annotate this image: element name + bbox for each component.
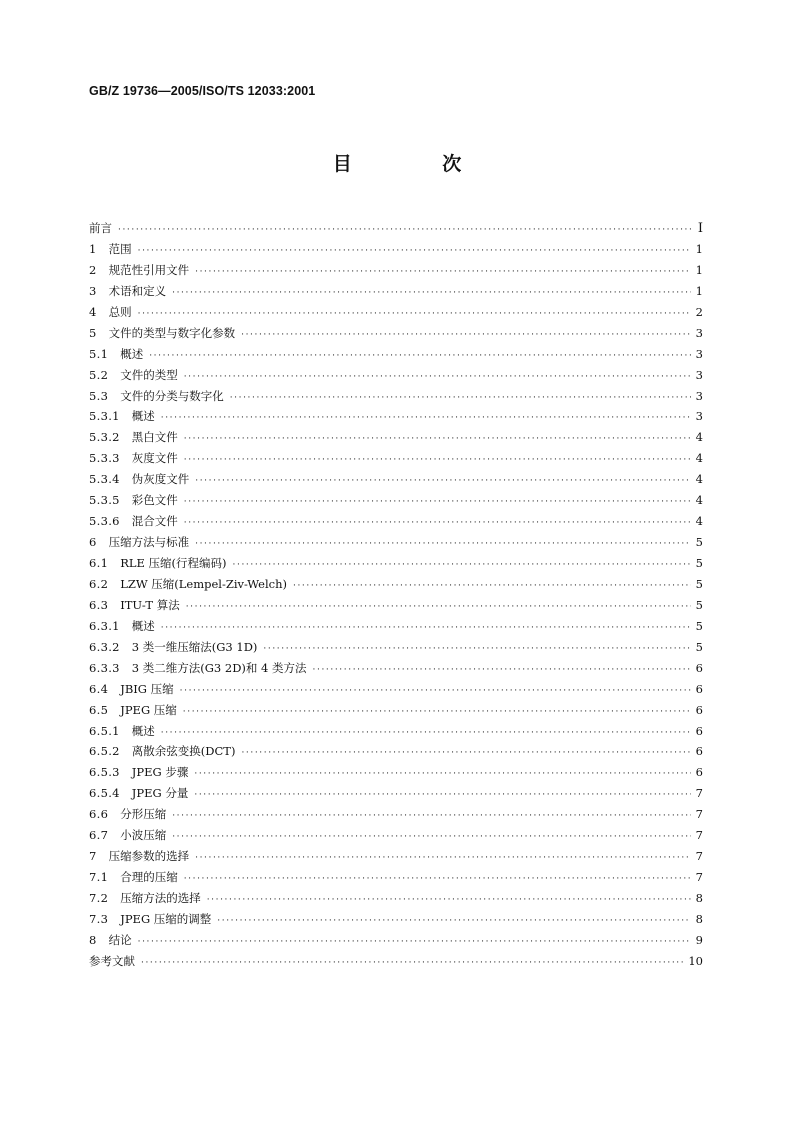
toc-entry-page-number: 5 bbox=[695, 556, 703, 570]
toc-entry-number: 8 bbox=[89, 932, 97, 947]
toc-entry-label: 范围 bbox=[108, 241, 132, 256]
toc-entry-number: 1 bbox=[89, 241, 97, 256]
toc-entry-label: 黑白文件 bbox=[131, 430, 178, 445]
toc-entry-label: 3 类一维压缩法(G3 1D) bbox=[131, 639, 258, 654]
toc-dot-leader bbox=[184, 429, 691, 449]
toc-entry-page-number: 6 bbox=[695, 702, 703, 717]
toc-entry-number: 6.5.3 bbox=[89, 765, 120, 780]
toc-dot-leader bbox=[184, 869, 691, 889]
toc-dot-leader bbox=[293, 576, 691, 596]
toc-entry-number: 6.3.1 bbox=[89, 618, 120, 633]
toc-entry-number: 6 bbox=[89, 535, 97, 550]
toc-entry[interactable] bbox=[89, 469, 703, 490]
toc-entry[interactable] bbox=[89, 323, 703, 344]
toc-entry-page-number: 7 bbox=[695, 849, 703, 864]
toc-dot-leader bbox=[118, 220, 691, 240]
toc-entry-page-number: 5 bbox=[695, 535, 703, 550]
toc-entry-page-number: 9 bbox=[695, 932, 703, 947]
toc-dot-leader bbox=[172, 283, 691, 303]
toc-dot-leader bbox=[207, 890, 691, 910]
toc-entry-label: JBIG 压缩 bbox=[120, 681, 174, 696]
toc-entry-page-number: 1 bbox=[695, 283, 703, 298]
toc-entry-label: 文件的类型与数字化参数 bbox=[108, 325, 236, 340]
toc-entry-number: 5.3.3 bbox=[89, 451, 120, 466]
toc-entry-number: 4 bbox=[89, 304, 97, 319]
toc-entry-label: JPEG 步骤 bbox=[131, 765, 189, 780]
toc-dot-leader bbox=[172, 827, 691, 847]
toc-entry[interactable] bbox=[89, 930, 703, 951]
toc-entry-label: JPEG 分量 bbox=[131, 786, 189, 801]
toc-entry[interactable] bbox=[89, 532, 703, 553]
toc-dot-leader bbox=[184, 492, 691, 512]
toc-entry-number: 6.2 bbox=[89, 576, 109, 591]
toc-entry[interactable] bbox=[89, 951, 703, 972]
toc-entry[interactable] bbox=[89, 344, 703, 365]
toc-dot-leader bbox=[138, 304, 691, 324]
toc-entry-number: 7.1 bbox=[89, 870, 109, 885]
toc-dot-leader bbox=[149, 346, 691, 366]
toc-entry-label: 结论 bbox=[108, 932, 132, 947]
toc-entry-number: 6.5.2 bbox=[89, 744, 120, 759]
toc-entry[interactable] bbox=[89, 239, 703, 260]
toc-entry-page-number: 4 bbox=[695, 493, 703, 508]
toc-entry[interactable] bbox=[89, 783, 703, 804]
toc-entry[interactable] bbox=[89, 365, 703, 386]
toc-entry-page-number: 6 bbox=[695, 660, 703, 675]
toc-entry[interactable] bbox=[89, 490, 703, 511]
toc-entry[interactable] bbox=[89, 658, 703, 679]
toc-entry-page-number: 3 bbox=[695, 367, 703, 382]
toc-entry[interactable] bbox=[89, 595, 703, 616]
toc-dot-leader bbox=[313, 660, 691, 680]
toc-entry[interactable] bbox=[89, 637, 703, 658]
toc-entry[interactable] bbox=[89, 427, 703, 448]
toc-entry-page-number: 7 bbox=[695, 807, 703, 822]
toc-entry-label: 压缩方法的选择 bbox=[120, 891, 201, 905]
toc-entry[interactable] bbox=[89, 804, 703, 825]
toc-entry-number: 5.3.6 bbox=[89, 514, 120, 529]
toc-dot-leader bbox=[195, 262, 691, 282]
toc-dot-leader bbox=[138, 932, 691, 952]
toc-entry-label: 灰度文件 bbox=[131, 451, 178, 466]
toc-entry-page-number: 7 bbox=[695, 870, 703, 885]
toc-dot-leader bbox=[230, 388, 691, 408]
toc-entry-page-number: 1 bbox=[695, 241, 703, 256]
toc-entry[interactable] bbox=[89, 909, 703, 930]
toc-entry-label: ITU-T 算法 bbox=[120, 597, 180, 612]
toc-entry-label: RLE 压缩(行程编码) bbox=[120, 556, 227, 570]
toc-entry-number: 5.3.5 bbox=[89, 493, 120, 508]
toc-entry-page-number: 4 bbox=[695, 451, 703, 466]
toc-entry[interactable] bbox=[89, 867, 703, 888]
toc-entry-number: 5.3 bbox=[89, 388, 109, 403]
toc-entry-number: 7 bbox=[89, 849, 97, 864]
toc-entry[interactable] bbox=[89, 679, 703, 700]
toc-entry-label: 术语和定义 bbox=[108, 283, 167, 298]
toc-dot-leader bbox=[263, 639, 691, 659]
toc-entry-number: 7.2 bbox=[89, 891, 109, 905]
toc-entry[interactable] bbox=[89, 386, 703, 407]
toc-entry[interactable] bbox=[89, 762, 703, 783]
toc-entry[interactable] bbox=[89, 511, 703, 532]
toc-dot-leader bbox=[161, 618, 691, 638]
toc-entry-number: 6.5.1 bbox=[89, 723, 120, 738]
toc-dot-leader bbox=[138, 241, 691, 261]
toc-entry-page-number: 7 bbox=[695, 828, 703, 843]
toc-entry-page-number: 5 bbox=[695, 639, 703, 654]
toc-entry-label: 彩色文件 bbox=[131, 493, 178, 508]
toc-entry-label: 概述 bbox=[131, 723, 155, 738]
toc-entry-page-number: 4 bbox=[695, 472, 703, 487]
toc-dot-leader bbox=[186, 597, 691, 617]
toc-entry-label: 总则 bbox=[108, 304, 132, 319]
toc-dot-leader bbox=[161, 408, 691, 428]
toc-entry-label: 伪灰度文件 bbox=[131, 472, 190, 487]
toc-entry-page-number: 5 bbox=[695, 618, 703, 633]
toc-entry[interactable] bbox=[89, 700, 703, 721]
toc-dot-leader bbox=[217, 911, 691, 931]
toc-entry-label: 概述 bbox=[131, 618, 155, 633]
toc-entry-page-number: 2 bbox=[695, 304, 703, 319]
toc-entry-page-number: 1 bbox=[695, 262, 703, 277]
toc-entry[interactable] bbox=[89, 721, 703, 742]
toc-entry[interactable] bbox=[89, 260, 703, 281]
toc-entry-number: 6.4 bbox=[89, 681, 109, 696]
toc-entry-number: 6.5 bbox=[89, 702, 109, 717]
table-of-contents bbox=[89, 218, 703, 972]
toc-dot-leader bbox=[172, 806, 691, 826]
toc-entry-number: 6.3 bbox=[89, 597, 109, 612]
toc-entry-label: 参考文献 bbox=[89, 953, 135, 968]
toc-entry-label: 概述 bbox=[131, 409, 155, 424]
toc-entry-number: 6.5.4 bbox=[89, 786, 120, 801]
toc-title: 目 次 bbox=[332, 153, 504, 175]
toc-entry-label: 压缩参数的选择 bbox=[108, 849, 190, 864]
toc-entry-label: 分形压缩 bbox=[120, 807, 167, 822]
toc-entry-label: 3 类二维方法(G3 2D)和 4 类方法 bbox=[131, 660, 307, 675]
toc-entry-label: 混合文件 bbox=[131, 514, 178, 529]
toc-dot-leader bbox=[241, 325, 691, 345]
toc-entry-number: 6.6 bbox=[89, 807, 109, 822]
toc-entry-page-number: 3 bbox=[695, 388, 703, 403]
toc-entry[interactable] bbox=[89, 574, 703, 595]
toc-entry[interactable] bbox=[89, 448, 703, 469]
toc-dot-leader bbox=[194, 764, 691, 784]
toc-entry[interactable] bbox=[89, 281, 703, 302]
toc-entry-number: 6.3.3 bbox=[89, 660, 120, 675]
toc-entry-page-number: I bbox=[697, 221, 703, 236]
toc-entry-label: JPEG 压缩的调整 bbox=[120, 911, 212, 926]
toc-entry[interactable] bbox=[89, 218, 703, 239]
toc-entry-number: 3 bbox=[89, 283, 97, 298]
toc-entry-page-number: 6 bbox=[695, 765, 703, 780]
toc-entry[interactable] bbox=[89, 888, 703, 909]
toc-entry-number: 2 bbox=[89, 262, 97, 277]
toc-entry-number: 5.2 bbox=[89, 367, 109, 382]
toc-entry-page-number: 3 bbox=[695, 346, 703, 361]
toc-dot-leader bbox=[141, 953, 684, 973]
toc-entry-label: 小波压缩 bbox=[120, 828, 167, 843]
toc-entry-number: 6.3.2 bbox=[89, 639, 120, 654]
toc-dot-leader bbox=[180, 681, 691, 701]
toc-entry-page-number: 4 bbox=[695, 430, 703, 445]
toc-dot-leader bbox=[241, 743, 691, 763]
toc-entry[interactable] bbox=[89, 825, 703, 846]
toc-dot-leader bbox=[195, 848, 691, 868]
toc-entry-number: 5.3.1 bbox=[89, 409, 120, 424]
toc-dot-leader bbox=[194, 785, 691, 805]
toc-entry-number: 5.3.4 bbox=[89, 472, 120, 487]
toc-entry-page-number: 5 bbox=[695, 576, 703, 591]
toc-entry-label: 文件的类型 bbox=[120, 367, 178, 382]
toc-dot-leader bbox=[184, 450, 691, 470]
toc-entry-number: 5 bbox=[89, 325, 97, 340]
toc-entry-label: JPEG 压缩 bbox=[120, 702, 177, 717]
toc-entry-number: 7.3 bbox=[89, 911, 109, 926]
toc-dot-leader bbox=[195, 471, 691, 491]
toc-entry-page-number: 3 bbox=[695, 409, 703, 424]
toc-entry-page-number: 6 bbox=[695, 681, 703, 696]
toc-entry-label: 压缩方法与标准 bbox=[108, 535, 190, 550]
toc-entry-number: 5.1 bbox=[89, 346, 109, 361]
toc-dot-leader bbox=[183, 702, 691, 722]
toc-entry-label: 前言 bbox=[89, 221, 112, 235]
toc-entry-number: 6.7 bbox=[89, 828, 109, 843]
toc-entry-label: 规范性引用文件 bbox=[108, 262, 190, 277]
toc-entry[interactable] bbox=[89, 616, 703, 637]
toc-entry-page-number: 6 bbox=[695, 723, 703, 738]
toc-entry-page-number: 5 bbox=[695, 597, 703, 612]
toc-entry-page-number: 6 bbox=[695, 744, 703, 759]
toc-entry-page-number: 7 bbox=[695, 786, 703, 801]
toc-entry-label: 概述 bbox=[120, 346, 144, 361]
toc-entry[interactable] bbox=[89, 406, 703, 427]
standard-code-header: GB/Z 19736—2005/ISO/TS 12033:2001 bbox=[89, 84, 316, 98]
toc-entry-number: 5.3.2 bbox=[89, 430, 120, 445]
toc-entry-number: 6.1 bbox=[89, 556, 109, 570]
toc-dot-leader bbox=[161, 723, 691, 743]
toc-entry-label: 离散余弦变换(DCT) bbox=[131, 744, 236, 759]
toc-dot-leader bbox=[184, 513, 691, 533]
toc-entry-page-number: 10 bbox=[688, 953, 703, 968]
toc-entry-label: 合理的压缩 bbox=[120, 870, 178, 885]
toc-dot-leader bbox=[184, 367, 691, 387]
toc-entry-label: 文件的分类与数字化 bbox=[120, 388, 224, 403]
toc-dot-leader bbox=[195, 534, 691, 554]
toc-dot-leader bbox=[233, 555, 691, 575]
toc-entry-page-number: 3 bbox=[695, 325, 703, 340]
toc-entry-page-number: 8 bbox=[695, 911, 703, 926]
toc-entry[interactable] bbox=[89, 302, 703, 323]
toc-entry-page-number: 8 bbox=[695, 891, 703, 905]
toc-entry[interactable] bbox=[89, 741, 703, 762]
toc-entry-page-number: 4 bbox=[695, 514, 703, 529]
toc-entry[interactable] bbox=[89, 553, 703, 574]
toc-entry-label: LZW 压缩(Lempel-Ziv-Welch) bbox=[120, 576, 287, 591]
toc-entry[interactable] bbox=[89, 846, 703, 867]
